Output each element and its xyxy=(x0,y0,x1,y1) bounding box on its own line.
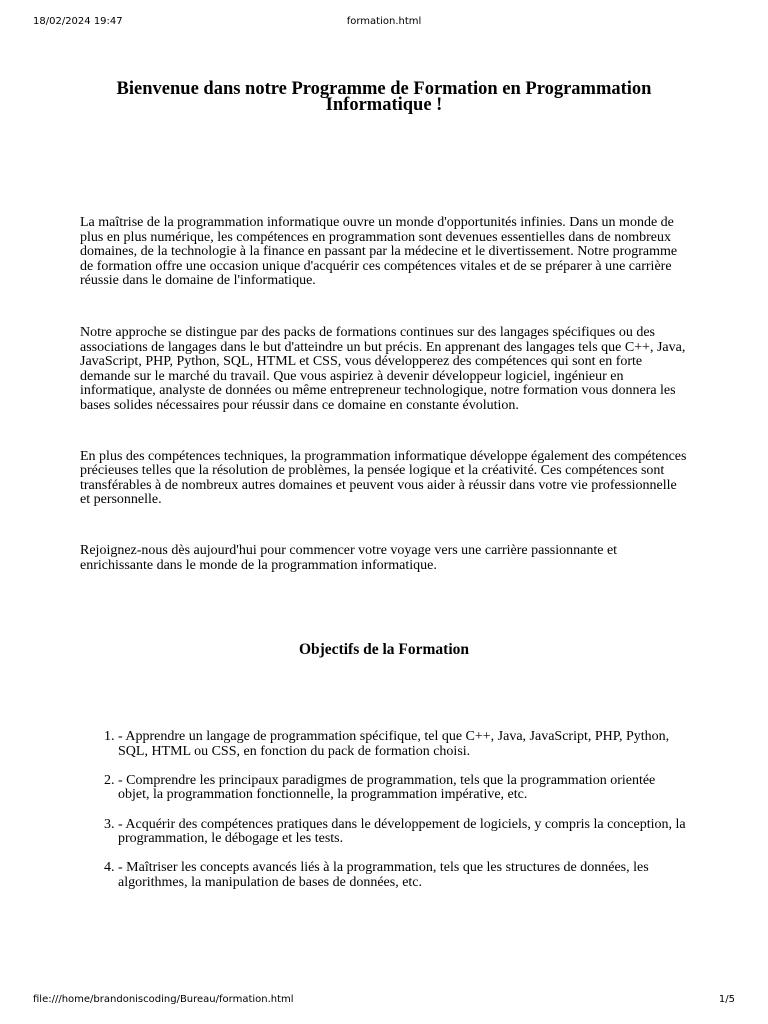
document-body xyxy=(80,78,688,905)
print-header xyxy=(0,16,768,30)
objective-item: 3. - Acquérir des compétences pratiques dans le développement de logiciels, y compris la conception, la programmation, le débogage et les tests. xyxy=(118,818,688,847)
print-file-path: file:///home/brandoniscoding/Bureau/formation.html xyxy=(33,994,294,1005)
print-document-title: formation.html xyxy=(346,16,422,27)
objective-item: 1. - Apprendre un langage de programmation spécifique, tel que C++, Java, JavaScript, PHP, Python, SQL, HTML ou CSS, en fonction du pack de formation choisi. xyxy=(118,730,688,759)
skills-paragraph: En plus des compétences techniques, la programmation informatique développe également des compétences précieuses telles que la résolution de problèmes, la pensée logique et la créativité. Ces compétences sont transférables à de nombreux autres domaines et peuvent vous aider à réussir dans votre vie professionnelle et personnelle. xyxy=(80,448,687,508)
intro-paragraph: La maîtrise de la programmation informatique ouvre un monde d'opportunités infinies. Dans un monde de plus en plus numérique, les compétences en programmation sont devenues essentielles dans de nombreux domaines, de la technologie à la finance en passant par la médecine et le divertissement. Notre programme de formation offre une occasion unique d'acquérir ces compétences vitales et de se préparer à une carrière réussie dans le domaine de l'informatique. xyxy=(80,215,678,289)
objective-item: 2. - Comprendre les principaux paradigmes de programmation, tels que la programmation orientée objet, la programmation fonctionnelle, la programmation impérative, etc. xyxy=(118,774,688,803)
approach-paragraph: Notre approche se distingue par des packs de formations continues sur des langages spécifiques ou des associations de langages dans le but d'atteindre un but précis. En apprenant des langages tels que C++, Java, JavaScript, PHP, Python, SQL, HTML et CSS, vous développerez des compétences qui sont en forte demande sur le marché du travail. Que vous aspiriez à devenir développeur logiciel, ingénieur en informatique, analyste de données ou même entrepreneur technologique, notre formation vous donnera les bases solides nécessaires pour réussir dans ce domaine en constante évolution. xyxy=(80,324,686,413)
page-title: Bienvenue dans notre Programme de Formation en Programmation Informatique ! xyxy=(116,79,652,115)
objective-item: 4. - Maîtriser les concepts avancés liés à la programmation, tels que les structures de données, les algorithmes, la manipulation de bases de données, etc. xyxy=(118,861,688,890)
objectives-list xyxy=(80,730,688,891)
print-page-indicator: 1/5 xyxy=(718,994,735,1005)
print-footer xyxy=(0,994,768,1008)
join-paragraph: Rejoignez-nous dès aujourd'hui pour commencer votre voyage vers une carrière passionnante et enrichissante dans le monde de la programmation informatique. xyxy=(80,542,618,573)
objectives-heading: Objectifs de la Formation xyxy=(298,641,470,659)
print-datetime: 18/02/2024 19:47 xyxy=(33,16,123,27)
